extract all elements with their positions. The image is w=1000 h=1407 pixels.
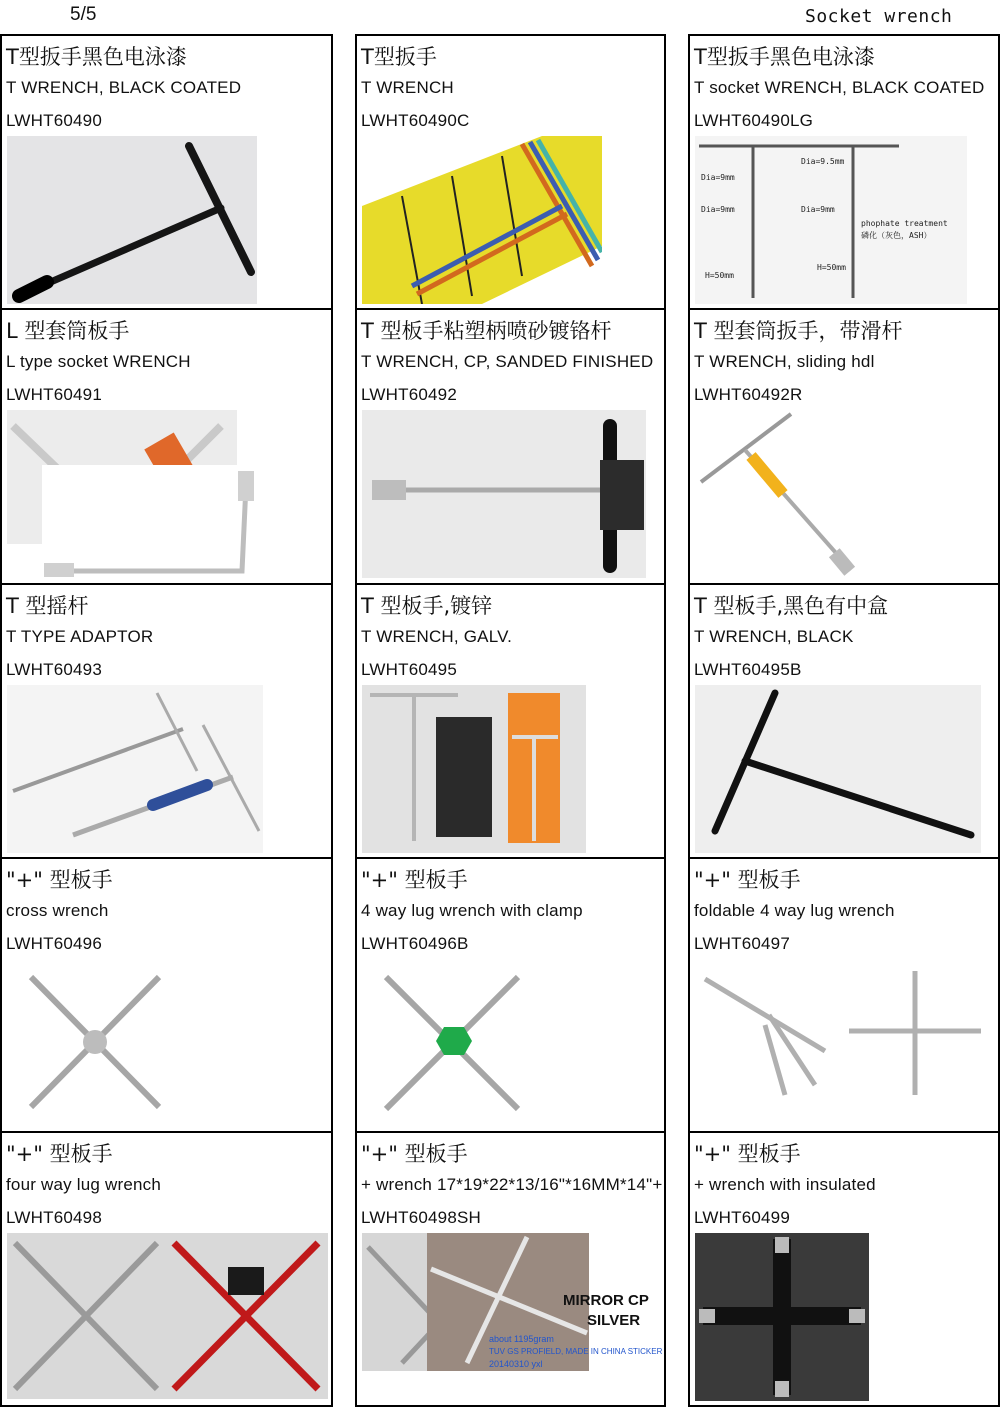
product-name-cn: T 型套筒扳手，带滑杆	[694, 319, 903, 343]
product-name-en: T TYPE ADAPTOR	[6, 627, 154, 646]
sticker-note: TUV GS PROFIELD, MADE IN CHINA STICKER	[489, 1347, 663, 1356]
product-name-cn: L 型套筒板手	[6, 319, 130, 343]
product-cell	[355, 857, 666, 1133]
product-photo	[7, 685, 263, 853]
product-photo	[7, 136, 257, 304]
product-code: LWHT60495	[361, 660, 457, 679]
product-name-cn: T型扳手黑色电泳漆	[6, 45, 187, 69]
product-code: LWHT60498	[6, 1208, 102, 1227]
product-name-en: T WRENCH, CP, SANDED FINISHED	[361, 352, 654, 371]
product-name-cn: "+" 型板手	[6, 1142, 113, 1166]
product-code: LWHT60493	[6, 660, 102, 679]
product-cell	[355, 308, 666, 585]
dimension-label: Dia=9mm	[701, 173, 735, 182]
product-name-en: T WRENCH, sliding hdl	[694, 352, 875, 371]
product-code: LWHT60490	[6, 111, 102, 130]
product-name-en: T WRENCH, BLACK COATED	[6, 78, 242, 97]
product-photo	[427, 1233, 663, 1371]
product-code: LWHT60491	[6, 385, 102, 404]
product-name-en: + wrench 17*19*22*13/16"*16MM*14"+	[361, 1175, 663, 1194]
product-name-en: T socket WRENCH, BLACK COATED	[694, 78, 985, 97]
product-code: LWHT60490LG	[694, 111, 814, 130]
date-note: 20140310 yxl	[489, 1359, 543, 1369]
product-name-cn: "+" 型板手	[6, 868, 113, 892]
product-code: LWHT60497	[694, 934, 790, 953]
dimension-label: H=50mm	[817, 263, 846, 272]
product-cell	[0, 34, 333, 310]
product-cell	[688, 857, 1000, 1133]
product-code: LWHT60490C	[361, 111, 470, 130]
product-name-en: + wrench with insulated	[694, 1175, 876, 1194]
product-photo	[7, 1233, 167, 1399]
product-name-cn: T 型摇杆	[6, 594, 89, 618]
product-cell	[0, 308, 333, 585]
product-cell	[0, 857, 333, 1133]
weight-note: about 1195gram	[489, 1334, 554, 1344]
product-photo	[695, 965, 985, 1105]
product-cell	[688, 1131, 1000, 1407]
product-cell	[688, 583, 1000, 859]
product-cell	[0, 583, 333, 859]
product-name-en: 4 way lug wrench with clamp	[361, 901, 583, 920]
product-photo	[362, 685, 586, 853]
product-cell	[0, 1131, 333, 1407]
product-cell	[688, 308, 1000, 585]
product-photo	[695, 1233, 869, 1401]
product-name-en: four way lug wrench	[6, 1175, 161, 1194]
dimension-label: H=50mm	[705, 271, 734, 280]
product-code: LWHT60498SH	[361, 1208, 481, 1227]
product-photo	[362, 1233, 430, 1371]
product-name-en: T WRENCH, GALV.	[361, 627, 512, 646]
product-photo	[362, 959, 546, 1127]
product-cell	[688, 34, 1000, 310]
finish-label: MIRROR CP	[563, 1292, 649, 1309]
product-name-cn: T 型板手粘塑柄喷砂镀铬杆	[361, 319, 612, 343]
product-name-en: cross wrench	[6, 901, 109, 920]
product-code: LWHT60496B	[361, 934, 469, 953]
product-name-cn: T型扳手黑色电泳漆	[694, 45, 875, 69]
dimension-label: Dia=9mm	[701, 205, 735, 214]
product-photo	[695, 685, 981, 853]
product-name-cn: T型扳手	[361, 45, 437, 69]
product-name-cn: "+" 型板手	[361, 868, 468, 892]
product-cell	[355, 1131, 666, 1407]
product-name-en: foldable 4 way lug wrench	[694, 901, 895, 920]
document-title: Socket wrench	[805, 6, 953, 27]
product-photo	[695, 136, 967, 304]
finish-label: SILVER	[587, 1312, 641, 1329]
dimension-label: Dia=9mm	[801, 205, 835, 214]
page-number: 5/5	[70, 4, 97, 25]
product-photo	[42, 465, 264, 580]
product-name-cn: T 型板手,黑色有中盒	[694, 594, 889, 618]
treatment-note: 磷化（灰色，ASH）	[861, 231, 932, 240]
dimension-label: Dia=9.5mm	[801, 157, 845, 166]
product-name-en: T WRENCH	[361, 78, 454, 97]
product-name-cn: T 型板手,镀锌	[361, 594, 493, 618]
product-name-en: L type socket WRENCH	[6, 352, 191, 371]
product-name-cn: "+" 型板手	[694, 1142, 801, 1166]
product-photo	[362, 410, 646, 578]
product-code: LWHT60492	[361, 385, 457, 404]
product-cell	[355, 583, 666, 859]
product-code: LWHT60495B	[694, 660, 802, 679]
product-code: LWHT60492R	[694, 385, 803, 404]
product-photo	[166, 1233, 328, 1399]
product-name-en: T WRENCH, BLACK	[694, 627, 854, 646]
product-name-cn: "+" 型板手	[694, 868, 801, 892]
treatment-note: phophate treatment	[861, 219, 948, 228]
product-code: LWHT60496	[6, 934, 102, 953]
product-cell	[355, 34, 666, 310]
product-code: LWHT60499	[694, 1208, 790, 1227]
product-photo	[7, 959, 187, 1127]
product-photo	[362, 136, 602, 304]
product-photo	[695, 410, 895, 578]
product-name-cn: "+" 型板手	[361, 1142, 468, 1166]
